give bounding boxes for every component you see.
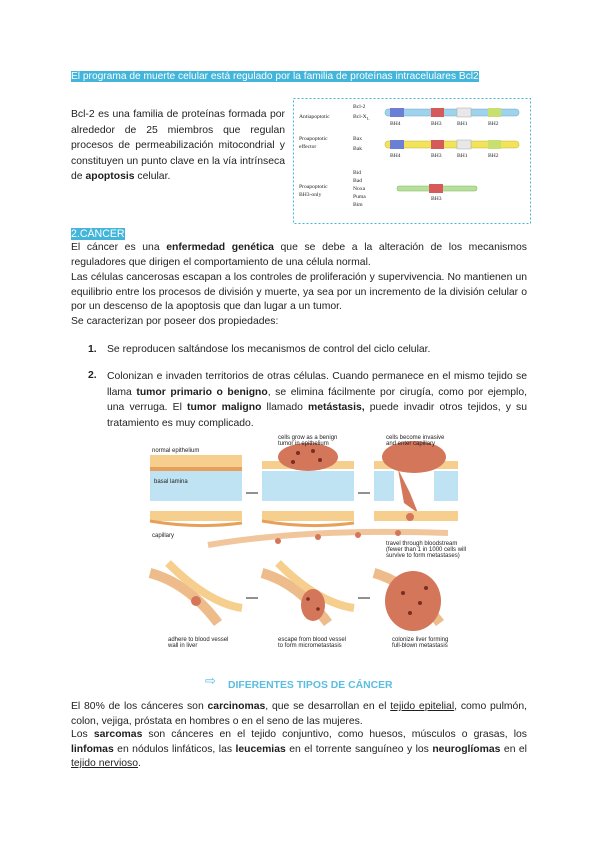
- group3-bh3-domain: [429, 184, 443, 193]
- invasive-label-2: and enter capillary: [386, 441, 436, 447]
- group3-name-1: Bid: [353, 170, 362, 176]
- group1-bh4-domain: [390, 108, 404, 117]
- group1-bh2-label: BH2: [488, 121, 499, 127]
- group3-name-5: Bim: [353, 202, 363, 208]
- benign-label-1: cells grow as a benign: [278, 435, 338, 441]
- list-item-2-number: 2.: [88, 370, 97, 381]
- group3-label-1: Proapoptotic: [299, 184, 328, 190]
- escape-label-1: escape from blood vessel: [278, 637, 347, 643]
- group1-bh1-label: BH1: [457, 121, 468, 127]
- group1-name-1: Bcl-2: [353, 104, 366, 110]
- group1-label: Antiapoptotic: [299, 114, 330, 120]
- group1-bh3-domain: [431, 108, 444, 117]
- travel-label-3: survive to form metastases): [386, 553, 460, 559]
- panel-colonize: [374, 571, 448, 649]
- group3-label-2: BH3-only: [299, 192, 322, 198]
- panel-benign-tumor: [262, 435, 354, 526]
- group1-bh4-label: BH4: [390, 121, 401, 127]
- cancer-paragraph-1: El cáncer es una enfermedad genética que se debe a la alteración de los mecanismos reguladores que dirigen el comportamiento de una célula normal.: [71, 242, 527, 268]
- group2-label-1: Proapoptotic: [299, 136, 328, 142]
- group2-bh1-domain: [457, 140, 471, 149]
- apoptosis-term: apoptosis: [85, 171, 135, 183]
- travel-label-1: travel through bloodstream: [386, 541, 458, 547]
- epithelial-tissue-link: tejido epitelial: [390, 701, 455, 712]
- group2-bh3-domain: [431, 140, 444, 149]
- group2-bh2-domain: [488, 140, 501, 149]
- benign-label-2: tumor in epithelium: [278, 441, 329, 447]
- group2-name-2: Bak: [353, 146, 363, 152]
- adhere-label-1: adhere to blood vessel: [168, 637, 229, 643]
- basal-lamina-label: basal lamina: [154, 479, 188, 485]
- section1-title: El programa de muerte celular está regulado por la familia de proteínas intracelulares Bcl2: [71, 71, 479, 82]
- list-item-1-number: 1.: [88, 344, 97, 355]
- bcl2-family-figure: [293, 98, 531, 224]
- capillary-label: capillary: [152, 533, 175, 539]
- panel-normal-epithelium: [150, 448, 242, 539]
- group1-name-subscript: L: [367, 116, 370, 121]
- group2-bh2-label: BH2: [488, 153, 499, 159]
- types-paragraph-1: El 80% de los cánceres son carcinomas, que se desarrollan en el tejido epitelial, como pulmón, colon, vejiga, próstata en hombres o en el seno de las mujeres.: [71, 701, 527, 727]
- section3-arrow-icon: ⇨: [205, 673, 216, 688]
- group2-bh4-label: BH4: [390, 153, 401, 159]
- panel-adhere: [150, 563, 242, 649]
- group2-bh1-label: BH1: [457, 153, 468, 159]
- group1-bh2-domain: [488, 108, 501, 117]
- group2-bh4-domain: [390, 140, 404, 149]
- bcl2-paragraph: Bcl-2 es una familia de proteínas formada por alrededor de 25 miembros que regulan procesos de permeabilización mitocondrial y constituyen un punto clave en la vía intrínseca de apoptosis celular.: [71, 109, 285, 183]
- group1-bh3-label: BH3: [431, 121, 442, 127]
- group1-name-2: Bcl-X: [353, 114, 367, 120]
- panel-invasive: [374, 435, 458, 521]
- metastasis-figure: [148, 433, 467, 655]
- types-paragraph-2: Los sarcomas son cánceres en el tejido conjuntivo, como huesos, músculos o grasas, los linfomas en nódulos linfáticos, las leucemias en el torrente sanguíneo y los neuroglíomas en el tejido nervioso.: [71, 729, 528, 770]
- group2-name-1: Bax: [353, 136, 363, 142]
- section3-title: DIFERENTES TIPOS DE CÁNCER: [228, 680, 393, 691]
- group3-bh3-label: BH3: [431, 196, 442, 202]
- list-item-1: Se reproducen saltándose los mecanismos de control del ciclo celular.: [107, 344, 431, 355]
- travel-label-2: (fewer than 1 in 1000 cells will: [386, 547, 467, 553]
- nervous-tissue-link: tejido nervioso: [71, 758, 139, 770]
- group2-bh3-label: BH3: [431, 153, 442, 159]
- group3-name-4: Puma: [353, 194, 366, 200]
- colonize-label-1: colonize liver forming: [392, 637, 449, 643]
- normal-epithelium-label: normal epithelium: [152, 448, 200, 454]
- escape-label-2: to form micrometastasis: [278, 643, 342, 649]
- cancer-paragraph-2: Las células cancerosas escapan a los controles de proliferación y supervivencia. No mantienen un equilibrio entre los procesos de división y muerte, ya sea por un incremento de la división celular o por un descenso de la apoptosis que dan lugar a un tumor.: [71, 272, 527, 313]
- section2-title: 2.CÁNCER: [71, 228, 125, 240]
- group1-bh1-domain: [457, 108, 471, 117]
- invasive-label-1: cells become invasive: [386, 435, 445, 441]
- colonize-label-2: full-blown metastasis: [392, 643, 448, 649]
- group3-name-3: Noxa: [353, 186, 366, 192]
- list-item-2: Colonizan e invaden territorios de otras células. Cuando permanece en el mismo tejido se llama tumor primario o benigno, se elimina fácilmente por cirugía, como por ejemplo, una verruga. El tumor maligno llamado metástasis, puede invadir otros tejidos, y su tratamiento es muy complicado.: [107, 371, 527, 429]
- panel-escape: [262, 563, 354, 649]
- group3-name-2: Bad: [353, 178, 363, 184]
- group2-label-2: effector: [299, 144, 317, 150]
- adhere-label-2: wall in liver: [168, 643, 198, 649]
- cancer-paragraph-3: Se caracterizan por poseer dos propiedades:: [71, 316, 279, 327]
